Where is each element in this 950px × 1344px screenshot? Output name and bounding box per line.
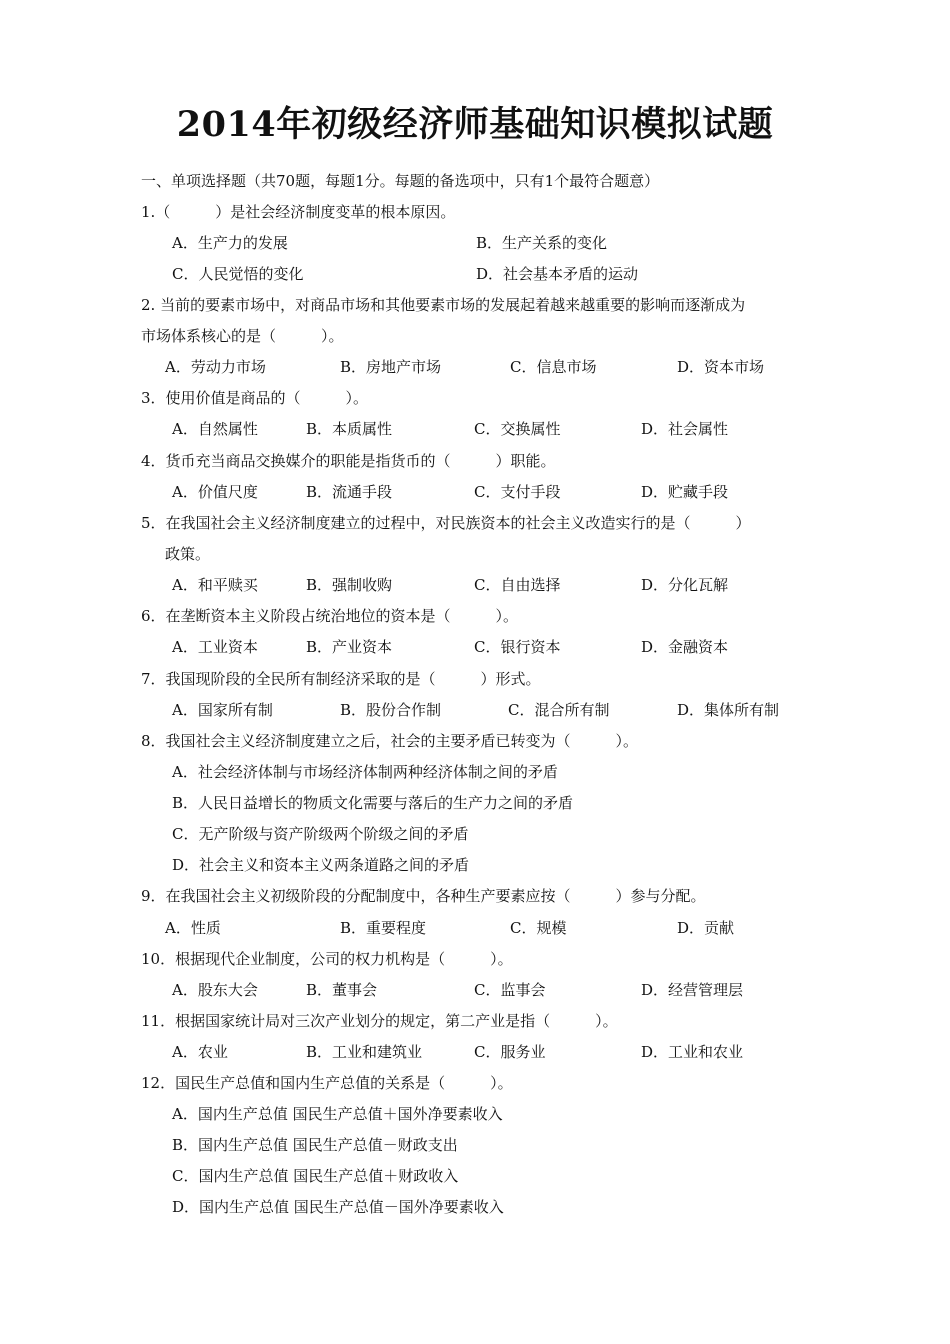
question-12-stem: 12．国民生产总值和国内生产总值的关系是（ ）。 — [141, 1074, 513, 1092]
question-8-option-a: A．社会经济体制与市场经济体制两种经济体制之间的矛盾 — [172, 763, 558, 781]
question-9-option-d: D．贡献 — [677, 919, 735, 937]
question-7-option-d: D．集体所有制 — [677, 701, 780, 719]
question-12-option-a: A．国内生产总值 国民生产总值＋国外净要素收入 — [172, 1105, 503, 1123]
question-1-option-d: D．社会基本矛盾的运动 — [476, 265, 639, 283]
question-10-option-c: C．监事会 — [474, 981, 546, 999]
question-7-stem: 7．我国现阶段的全民所有制经济采取的是（ ）形式。 — [141, 670, 541, 688]
question-12-option-c: C．国内生产总值 国民生产总值＋财政收入 — [172, 1167, 459, 1185]
question-8-option-b: B．人民日益增长的物质文化需要与落后的生产力之间的矛盾 — [172, 794, 574, 812]
question-5-stem-line1: 5．在我国社会主义经济制度建立的过程中，对民族资本的社会主义改造实行的是（ ） — [141, 514, 751, 532]
question-11-stem: 11．根据国家统计局对三次产业划分的规定，第二产业是指（ ）。 — [141, 1012, 618, 1030]
question-10-option-a: A．股东大会 — [172, 981, 258, 999]
question-5-option-d: D．分化瓦解 — [641, 576, 729, 594]
question-8-option-c: C．无产阶级与资产阶级两个阶级之间的矛盾 — [172, 825, 469, 843]
question-12-option-d: D．国内生产总值 国民生产总值－国外净要素收入 — [172, 1198, 504, 1216]
question-10-option-b: B．董事会 — [306, 981, 378, 999]
question-3-option-b: B．本质属性 — [306, 420, 393, 438]
section-heading: 一、单项选择题（共70题，每题1分。每题的备选项中，只有1个最符合题意） — [141, 172, 660, 190]
question-1-option-b: B．生产关系的变化 — [476, 234, 608, 252]
question-11-option-b: B．工业和建筑业 — [306, 1043, 423, 1061]
question-11-option-c: C．服务业 — [474, 1043, 546, 1061]
question-9-stem: 9．在我国社会主义初级阶段的分配制度中，各种生产要素应按（ ）参与分配。 — [141, 887, 706, 905]
question-2-stem-line2: 市场体系核心的是（ ）。 — [141, 327, 344, 345]
question-11-option-d: D．工业和农业 — [641, 1043, 744, 1061]
question-5-option-a: A．和平赎买 — [172, 576, 258, 594]
question-4-stem: 4．货币充当商品交换媒介的职能是指货币的（ ）职能。 — [141, 452, 556, 470]
question-5-stem-line2: 政策。 — [165, 545, 211, 563]
question-1-stem: 1.（ ）是社会经济制度变革的根本原因。 — [141, 203, 456, 221]
question-4-option-d: D．贮藏手段 — [641, 483, 729, 501]
question-6-option-a: A．工业资本 — [172, 638, 258, 656]
question-10-option-d: D．经营管理层 — [641, 981, 744, 999]
question-5-option-c: C．自由选择 — [474, 576, 561, 594]
question-4-option-b: B．流通手段 — [306, 483, 393, 501]
question-2-option-c: C．信息市场 — [510, 358, 597, 376]
question-7-option-c: C．混合所有制 — [508, 701, 610, 719]
question-7-option-a: A．国家所有制 — [172, 701, 273, 719]
question-9-option-b: B．重要程度 — [340, 919, 427, 937]
question-9-option-a: A．性质 — [165, 919, 221, 937]
question-8-option-d: D．社会主义和资本主义两条道路之间的矛盾 — [172, 856, 470, 874]
question-1-option-c: C．人民觉悟的变化 — [172, 265, 304, 283]
question-4-option-c: C．支付手段 — [474, 483, 561, 501]
question-3-stem: 3．使用价值是商品的（ ）。 — [141, 389, 369, 407]
question-2-option-a: A．劳动力市场 — [165, 358, 266, 376]
question-7-option-b: B．股份合作制 — [340, 701, 442, 719]
question-2-option-b: B．房地产市场 — [340, 358, 442, 376]
question-6-option-b: B．产业资本 — [306, 638, 393, 656]
question-4-option-a: A．价值尺度 — [172, 483, 258, 501]
question-8-stem: 8．我国社会主义经济制度建立之后，社会的主要矛盾已转变为（ ）。 — [141, 732, 639, 750]
question-5-option-b: B．强制收购 — [306, 576, 393, 594]
question-6-option-c: C．银行资本 — [474, 638, 561, 656]
question-6-option-d: D．金融资本 — [641, 638, 729, 656]
question-2-option-d: D．资本市场 — [677, 358, 765, 376]
question-3-option-d: D．社会属性 — [641, 420, 729, 438]
question-10-stem: 10．根据现代企业制度，公司的权力机构是（ ）。 — [141, 950, 513, 968]
question-3-option-c: C．交换属性 — [474, 420, 561, 438]
question-12-option-b: B．国内生产总值 国民生产总值－财政支出 — [172, 1136, 458, 1154]
question-2-stem-line1: 2. 当前的要素市场中，对商品市场和其他要素市场的发展起着越来越重要的影响而逐渐成为 — [141, 296, 746, 314]
question-11-option-a: A．农业 — [172, 1043, 228, 1061]
page-title: 2014年初级经济师基础知识模拟试题 — [176, 104, 774, 145]
question-3-option-a: A．自然属性 — [172, 420, 258, 438]
question-1-option-a: A．生产力的发展 — [172, 234, 288, 252]
question-6-stem: 6．在垄断资本主义阶段占统治地位的资本是（ ）。 — [141, 607, 519, 625]
question-9-option-c: C．规模 — [510, 919, 567, 937]
